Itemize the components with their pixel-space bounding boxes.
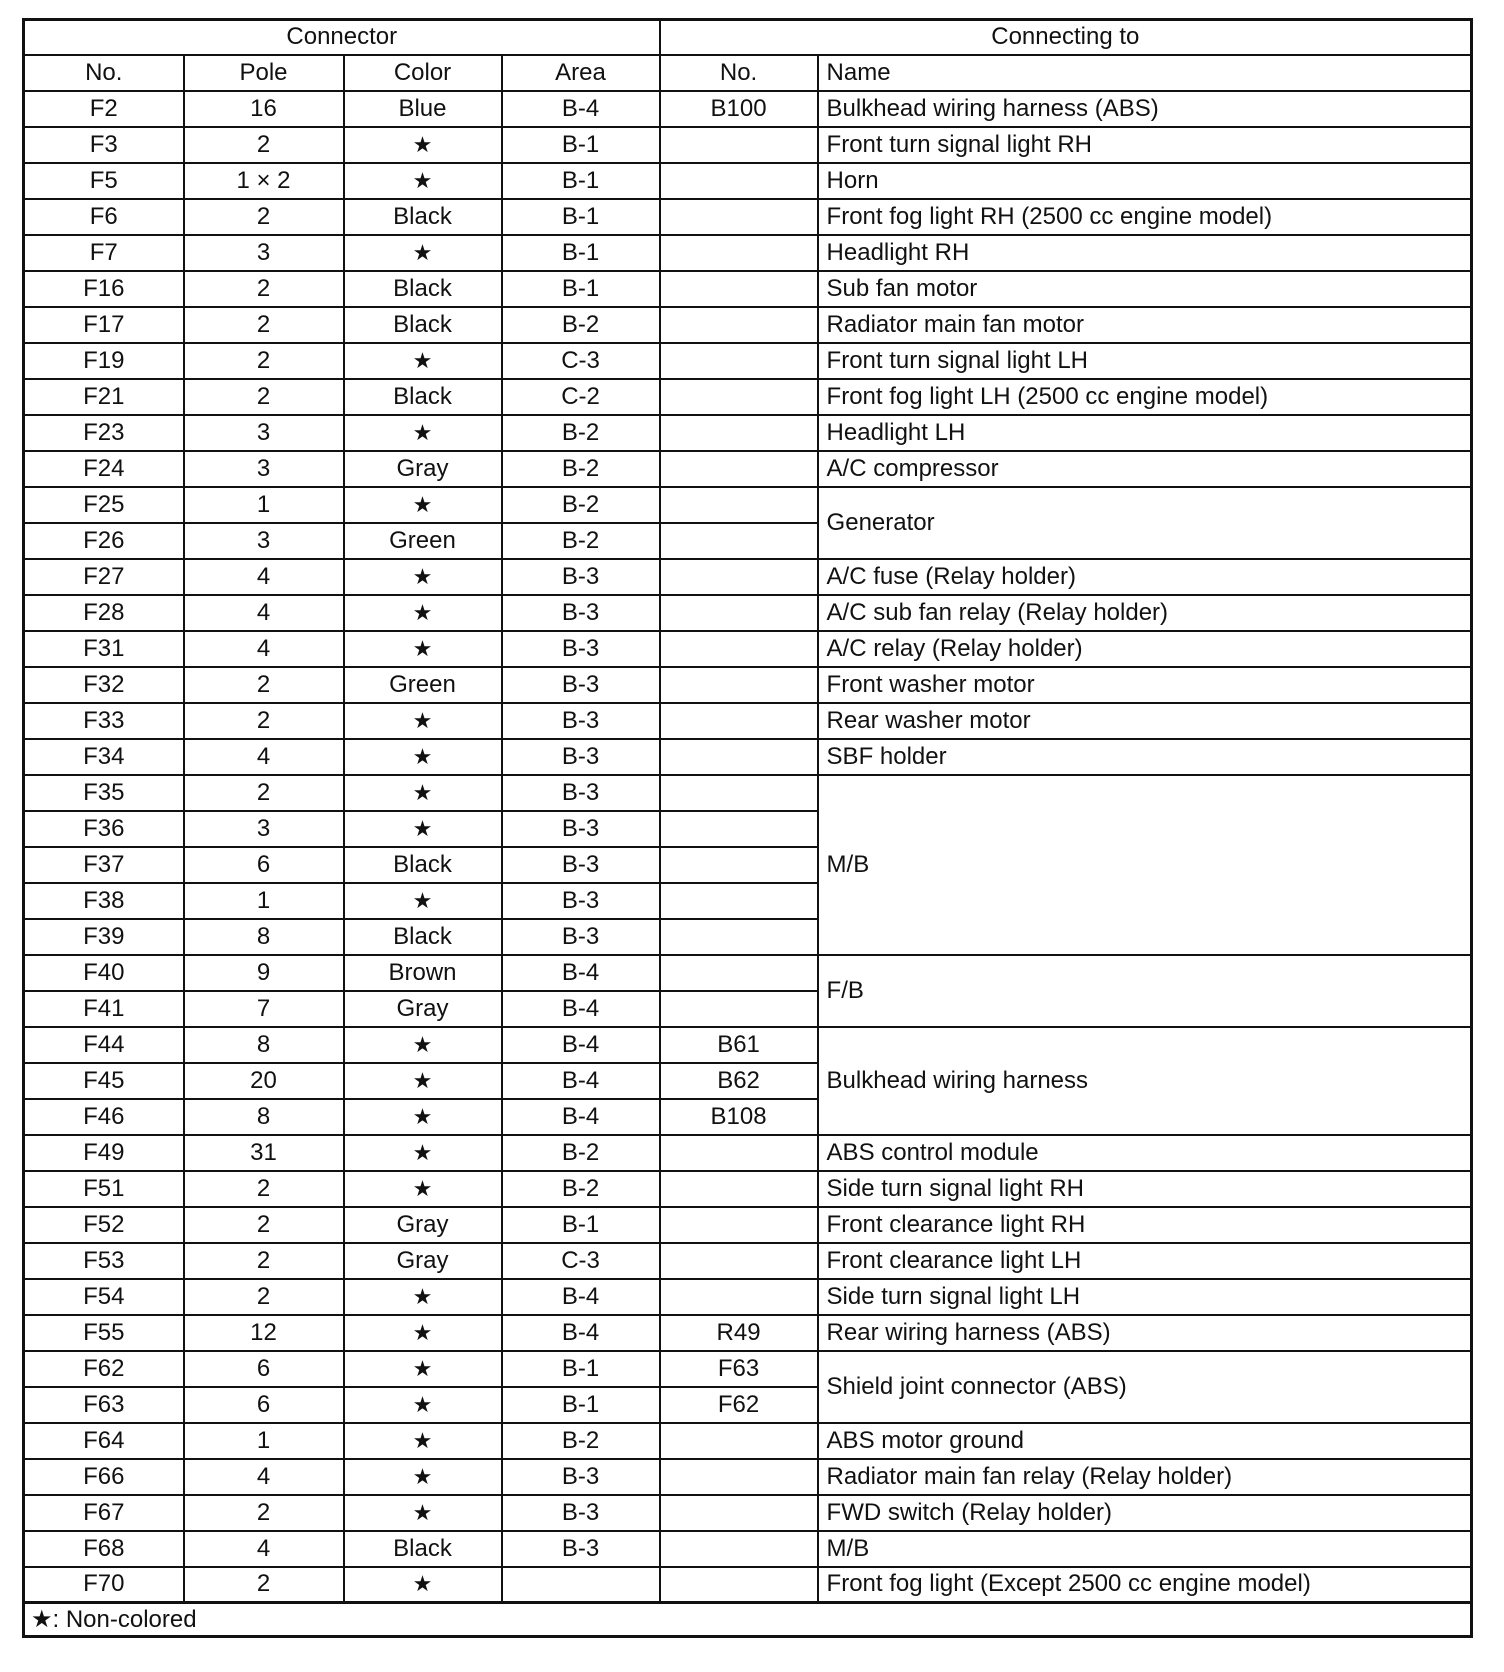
connecting-name-cell: Bulkhead wiring harness — [818, 1027, 1472, 1135]
color-cell: ★ — [344, 1027, 502, 1063]
area-cell: B-3 — [502, 559, 660, 595]
color-cell: Brown — [344, 955, 502, 991]
connecting-name-cell: Front fog light (Except 2500 cc engine model) — [818, 1567, 1472, 1603]
connector-no-cell: F44 — [24, 1027, 184, 1063]
pole-cell: 2 — [184, 1207, 344, 1243]
connecting-name-cell: Front washer motor — [818, 667, 1472, 703]
column-header-pole: Pole — [184, 55, 344, 91]
connecting-no-cell — [660, 739, 818, 775]
connecting-no-cell — [660, 919, 818, 955]
connecting-name-cell: Side turn signal light LH — [818, 1279, 1472, 1315]
connector-no-cell: F5 — [24, 163, 184, 199]
pole-cell: 20 — [184, 1063, 344, 1099]
table-row — [24, 1315, 1472, 1351]
connecting-no-cell — [660, 523, 818, 559]
connector-no-cell: F23 — [24, 415, 184, 451]
area-cell: B-4 — [502, 1099, 660, 1135]
color-cell: ★ — [344, 487, 502, 523]
color-cell: Black — [344, 199, 502, 235]
pole-cell: 2 — [184, 667, 344, 703]
table-row — [24, 199, 1472, 235]
color-cell: ★ — [344, 1171, 502, 1207]
connecting-no-cell — [660, 1207, 818, 1243]
connecting-to-group-header: Connecting to — [660, 20, 1472, 55]
connecting-no-cell — [660, 955, 818, 991]
area-cell: B-1 — [502, 1207, 660, 1243]
table-row — [24, 955, 1472, 991]
table-row — [24, 739, 1472, 775]
table-row — [24, 307, 1472, 343]
pole-cell: 8 — [184, 919, 344, 955]
connecting-name-cell: Front turn signal light LH — [818, 343, 1472, 379]
connecting-no-cell — [660, 1171, 818, 1207]
connector-no-cell: F68 — [24, 1531, 184, 1567]
area-cell: B-2 — [502, 1423, 660, 1459]
pole-cell: 1 — [184, 1423, 344, 1459]
connector-no-cell: F35 — [24, 775, 184, 811]
color-cell: Black — [344, 847, 502, 883]
connecting-no-cell: R49 — [660, 1315, 818, 1351]
table-row — [24, 1243, 1472, 1279]
color-cell: ★ — [344, 883, 502, 919]
connecting-no-cell — [660, 1531, 818, 1567]
area-cell: B-3 — [502, 883, 660, 919]
table-row — [24, 271, 1472, 307]
pole-cell: 4 — [184, 559, 344, 595]
connector-no-cell: F53 — [24, 1243, 184, 1279]
pole-cell: 3 — [184, 235, 344, 271]
connector-no-cell: F70 — [24, 1567, 184, 1603]
area-cell: B-1 — [502, 1351, 660, 1387]
table-row — [24, 487, 1472, 523]
table-row — [24, 1567, 1472, 1603]
connecting-no-cell — [660, 199, 818, 235]
color-cell: Green — [344, 523, 502, 559]
table-row — [24, 451, 1472, 487]
connector-no-cell: F17 — [24, 307, 184, 343]
color-cell: ★ — [344, 703, 502, 739]
connecting-name-cell: Front fog light RH (2500 cc engine model) — [818, 199, 1472, 235]
pole-cell: 2 — [184, 343, 344, 379]
connecting-no-cell — [660, 775, 818, 811]
area-cell: B-3 — [502, 1459, 660, 1495]
pole-cell: 7 — [184, 991, 344, 1027]
connecting-no-cell: F63 — [660, 1351, 818, 1387]
connecting-name-cell: Generator — [818, 487, 1472, 559]
connector-no-cell: F7 — [24, 235, 184, 271]
pole-cell: 2 — [184, 1495, 344, 1531]
area-cell: B-2 — [502, 1171, 660, 1207]
pole-cell: 12 — [184, 1315, 344, 1351]
connecting-name-cell: A/C relay (Relay holder) — [818, 631, 1472, 667]
group-header-row — [24, 20, 1472, 55]
connecting-no-cell — [660, 1135, 818, 1171]
connector-no-cell: F51 — [24, 1171, 184, 1207]
pole-cell: 2 — [184, 1567, 344, 1603]
connecting-name-cell: Sub fan motor — [818, 271, 1472, 307]
connector-no-cell: F24 — [24, 451, 184, 487]
pole-cell: 6 — [184, 1351, 344, 1387]
color-cell: ★ — [344, 1099, 502, 1135]
connector-table — [22, 18, 1473, 1638]
color-cell: ★ — [344, 1423, 502, 1459]
connecting-no-cell — [660, 847, 818, 883]
table-row — [24, 415, 1472, 451]
connecting-no-cell: B100 — [660, 91, 818, 127]
connecting-name-cell: Front fog light LH (2500 cc engine model) — [818, 379, 1472, 415]
connector-no-cell: F62 — [24, 1351, 184, 1387]
connecting-no-cell — [660, 343, 818, 379]
pole-cell: 1 — [184, 487, 344, 523]
pole-cell: 2 — [184, 1279, 344, 1315]
pole-cell: 4 — [184, 595, 344, 631]
color-cell: ★ — [344, 559, 502, 595]
table-row — [24, 343, 1472, 379]
column-header-no: No. — [24, 55, 184, 91]
area-cell: B-3 — [502, 811, 660, 847]
table-body — [24, 91, 1472, 1603]
connecting-name-cell: Bulkhead wiring harness (ABS) — [818, 91, 1472, 127]
connecting-no-cell — [660, 883, 818, 919]
table-row — [24, 1351, 1472, 1387]
table-row — [24, 1531, 1472, 1567]
color-cell: ★ — [344, 1459, 502, 1495]
connecting-name-cell: Headlight LH — [818, 415, 1472, 451]
color-cell: ★ — [344, 775, 502, 811]
color-cell: Black — [344, 307, 502, 343]
connector-no-cell: F64 — [24, 1423, 184, 1459]
connecting-no-cell — [660, 1459, 818, 1495]
connector-group-header: Connector — [24, 20, 660, 55]
connecting-name-cell: Front clearance light RH — [818, 1207, 1472, 1243]
color-cell: Gray — [344, 451, 502, 487]
connector-no-cell: F46 — [24, 1099, 184, 1135]
connector-no-cell: F49 — [24, 1135, 184, 1171]
pole-cell: 3 — [184, 523, 344, 559]
pole-cell: 3 — [184, 811, 344, 847]
pole-cell: 4 — [184, 739, 344, 775]
pole-cell: 2 — [184, 307, 344, 343]
area-cell: B-3 — [502, 1531, 660, 1567]
pole-cell: 6 — [184, 1387, 344, 1423]
color-cell: Blue — [344, 91, 502, 127]
table-row — [24, 775, 1472, 811]
table-row — [24, 1027, 1472, 1063]
area-cell: B-4 — [502, 91, 660, 127]
pole-cell: 1 × 2 — [184, 163, 344, 199]
connecting-name-cell: FWD switch (Relay holder) — [818, 1495, 1472, 1531]
connector-no-cell: F28 — [24, 595, 184, 631]
area-cell: B-1 — [502, 271, 660, 307]
area-cell: B-1 — [502, 199, 660, 235]
connector-no-cell: F45 — [24, 1063, 184, 1099]
area-cell: C-3 — [502, 343, 660, 379]
pole-cell: 16 — [184, 91, 344, 127]
color-cell: Black — [344, 271, 502, 307]
pole-cell: 2 — [184, 271, 344, 307]
pole-cell: 2 — [184, 127, 344, 163]
area-cell: B-3 — [502, 631, 660, 667]
table-row — [24, 127, 1472, 163]
pole-cell: 4 — [184, 1531, 344, 1567]
connecting-name-cell: F/B — [818, 955, 1472, 1027]
area-cell: B-2 — [502, 523, 660, 559]
area-cell: B-1 — [502, 235, 660, 271]
connecting-name-cell: M/B — [818, 775, 1472, 955]
area-cell: B-1 — [502, 127, 660, 163]
connector-no-cell: F40 — [24, 955, 184, 991]
connecting-no-cell — [660, 559, 818, 595]
connecting-no-cell — [660, 667, 818, 703]
connecting-name-cell: A/C compressor — [818, 451, 1472, 487]
connecting-name-cell: A/C sub fan relay (Relay holder) — [818, 595, 1472, 631]
connecting-no-cell — [660, 235, 818, 271]
table-row — [24, 1171, 1472, 1207]
area-cell: B-4 — [502, 955, 660, 991]
connecting-name-cell: ABS control module — [818, 1135, 1472, 1171]
pole-cell: 1 — [184, 883, 344, 919]
connector-no-cell: F34 — [24, 739, 184, 775]
area-cell: B-4 — [502, 1063, 660, 1099]
area-cell: B-2 — [502, 1135, 660, 1171]
connector-no-cell: F3 — [24, 127, 184, 163]
color-cell: ★ — [344, 235, 502, 271]
connecting-no-cell — [660, 703, 818, 739]
connecting-no-cell — [660, 271, 818, 307]
table-row — [24, 1135, 1472, 1171]
area-cell: B-3 — [502, 595, 660, 631]
column-header-color: Color — [344, 55, 502, 91]
footnote-row — [24, 1603, 1472, 1637]
connector-no-cell: F2 — [24, 91, 184, 127]
connector-no-cell: F32 — [24, 667, 184, 703]
connecting-no-cell: B62 — [660, 1063, 818, 1099]
pole-cell: 8 — [184, 1027, 344, 1063]
table-row — [24, 631, 1472, 667]
color-cell: ★ — [344, 1387, 502, 1423]
color-cell: ★ — [344, 163, 502, 199]
connector-no-cell: F26 — [24, 523, 184, 559]
connecting-name-cell: Front clearance light LH — [818, 1243, 1472, 1279]
connector-table-sheet — [22, 18, 1473, 1638]
pole-cell: 2 — [184, 703, 344, 739]
color-cell: ★ — [344, 1495, 502, 1531]
color-cell: Gray — [344, 1243, 502, 1279]
connecting-no-cell — [660, 1279, 818, 1315]
pole-cell: 2 — [184, 1243, 344, 1279]
connecting-no-cell — [660, 379, 818, 415]
area-cell: B-2 — [502, 307, 660, 343]
color-cell: ★ — [344, 1567, 502, 1603]
connecting-name-cell: Headlight RH — [818, 235, 1472, 271]
area-cell: B-4 — [502, 1279, 660, 1315]
connecting-name-cell: Horn — [818, 163, 1472, 199]
table-row — [24, 703, 1472, 739]
connecting-no-cell — [660, 1495, 818, 1531]
table-row — [24, 235, 1472, 271]
connecting-no-cell — [660, 1243, 818, 1279]
connecting-name-cell: Rear washer motor — [818, 703, 1472, 739]
connector-no-cell: F27 — [24, 559, 184, 595]
pole-cell: 9 — [184, 955, 344, 991]
connecting-no-cell — [660, 631, 818, 667]
connector-no-cell: F41 — [24, 991, 184, 1027]
table-row — [24, 1423, 1472, 1459]
area-cell: B-3 — [502, 775, 660, 811]
pole-cell: 3 — [184, 415, 344, 451]
connector-no-cell: F21 — [24, 379, 184, 415]
table-row — [24, 1279, 1472, 1315]
connector-no-cell: F67 — [24, 1495, 184, 1531]
color-cell: ★ — [344, 1135, 502, 1171]
area-cell: B-3 — [502, 703, 660, 739]
pole-cell: 2 — [184, 1171, 344, 1207]
pole-cell: 4 — [184, 1459, 344, 1495]
pole-cell: 8 — [184, 1099, 344, 1135]
color-cell: ★ — [344, 1063, 502, 1099]
color-cell: ★ — [344, 631, 502, 667]
connecting-no-cell — [660, 1423, 818, 1459]
connecting-name-cell: Radiator main fan motor — [818, 307, 1472, 343]
connector-no-cell: F19 — [24, 343, 184, 379]
connecting-no-cell: B61 — [660, 1027, 818, 1063]
connecting-no-cell — [660, 451, 818, 487]
connecting-no-cell — [660, 1567, 818, 1603]
area-cell: C-2 — [502, 379, 660, 415]
area-cell: B-2 — [502, 487, 660, 523]
color-cell: Gray — [344, 991, 502, 1027]
connector-no-cell: F63 — [24, 1387, 184, 1423]
connector-no-cell: F66 — [24, 1459, 184, 1495]
area-cell: B-3 — [502, 667, 660, 703]
connector-no-cell: F52 — [24, 1207, 184, 1243]
connecting-name-cell: Radiator main fan relay (Relay holder) — [818, 1459, 1472, 1495]
connecting-name-cell: A/C fuse (Relay holder) — [818, 559, 1472, 595]
connector-no-cell: F37 — [24, 847, 184, 883]
area-cell: C-3 — [502, 1243, 660, 1279]
area-cell: B-3 — [502, 739, 660, 775]
connecting-name-cell: ABS motor ground — [818, 1423, 1472, 1459]
color-cell: ★ — [344, 1315, 502, 1351]
color-cell: ★ — [344, 1351, 502, 1387]
pole-cell: 2 — [184, 775, 344, 811]
area-cell: B-4 — [502, 1027, 660, 1063]
area-cell — [502, 1567, 660, 1603]
connecting-name-cell: Side turn signal light RH — [818, 1171, 1472, 1207]
area-cell: B-4 — [502, 991, 660, 1027]
pole-cell: 4 — [184, 631, 344, 667]
connecting-no-cell — [660, 307, 818, 343]
connecting-name-cell: Front turn signal light RH — [818, 127, 1472, 163]
area-cell: B-3 — [502, 847, 660, 883]
connecting-name-cell: Rear wiring harness (ABS) — [818, 1315, 1472, 1351]
area-cell: B-1 — [502, 1387, 660, 1423]
table-row — [24, 595, 1472, 631]
column-header-area: Area — [502, 55, 660, 91]
color-cell: ★ — [344, 343, 502, 379]
connector-no-cell: F36 — [24, 811, 184, 847]
area-cell: B-4 — [502, 1315, 660, 1351]
connector-no-cell: F55 — [24, 1315, 184, 1351]
connector-no-cell: F39 — [24, 919, 184, 955]
table-row — [24, 91, 1472, 127]
column-header-name: Name — [818, 55, 1472, 91]
pole-cell: 3 — [184, 451, 344, 487]
color-cell: ★ — [344, 127, 502, 163]
connecting-no-cell — [660, 127, 818, 163]
connector-no-cell: F33 — [24, 703, 184, 739]
table-row — [24, 667, 1472, 703]
color-cell: ★ — [344, 595, 502, 631]
connecting-no-cell — [660, 163, 818, 199]
area-cell: B-1 — [502, 163, 660, 199]
pole-cell: 2 — [184, 379, 344, 415]
connector-no-cell: F38 — [24, 883, 184, 919]
color-cell: ★ — [344, 811, 502, 847]
connecting-no-cell: F62 — [660, 1387, 818, 1423]
color-cell: Black — [344, 1531, 502, 1567]
connecting-name-cell: M/B — [818, 1531, 1472, 1567]
area-cell: B-3 — [502, 1495, 660, 1531]
connector-no-cell: F54 — [24, 1279, 184, 1315]
connecting-no-cell — [660, 595, 818, 631]
color-cell: Black — [344, 919, 502, 955]
connector-no-cell: F16 — [24, 271, 184, 307]
pole-cell: 6 — [184, 847, 344, 883]
connector-no-cell: F25 — [24, 487, 184, 523]
color-cell: Gray — [344, 1207, 502, 1243]
table-row — [24, 1495, 1472, 1531]
table-row — [24, 1207, 1472, 1243]
color-cell: ★ — [344, 1279, 502, 1315]
footnote: ★: Non-colored — [24, 1603, 1472, 1637]
connecting-name-cell: Shield joint connector (ABS) — [818, 1351, 1472, 1423]
color-cell: Black — [344, 379, 502, 415]
pole-cell: 31 — [184, 1135, 344, 1171]
table-row — [24, 163, 1472, 199]
column-header-row — [24, 55, 1472, 91]
connecting-no-cell — [660, 415, 818, 451]
area-cell: B-2 — [502, 451, 660, 487]
area-cell: B-2 — [502, 415, 660, 451]
connecting-no-cell — [660, 991, 818, 1027]
color-cell: ★ — [344, 739, 502, 775]
connecting-no-cell: B108 — [660, 1099, 818, 1135]
connecting-no-cell — [660, 811, 818, 847]
table-row — [24, 559, 1472, 595]
connecting-no-cell — [660, 487, 818, 523]
column-header-connecting-no: No. — [660, 55, 818, 91]
connecting-name-cell: SBF holder — [818, 739, 1472, 775]
color-cell: Green — [344, 667, 502, 703]
area-cell: B-3 — [502, 919, 660, 955]
pole-cell: 2 — [184, 199, 344, 235]
connector-no-cell: F31 — [24, 631, 184, 667]
table-row — [24, 379, 1472, 415]
color-cell: ★ — [344, 415, 502, 451]
connector-no-cell: F6 — [24, 199, 184, 235]
table-row — [24, 1459, 1472, 1495]
